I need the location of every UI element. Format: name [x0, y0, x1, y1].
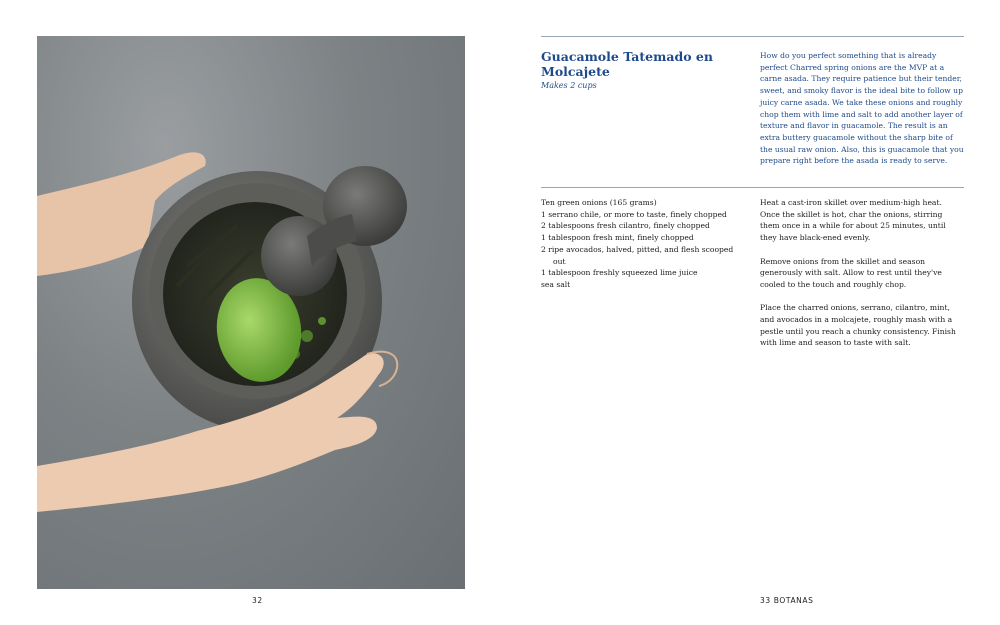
page-number-left: 32 — [252, 596, 263, 605]
ingredient-item: Ten green onions (165 grams) — [541, 198, 657, 207]
section-rule — [541, 187, 964, 188]
recipe-title: Guacamole Tatemado en Molcajete — [541, 49, 713, 79]
ingredient-list — [541, 197, 741, 291]
molcajete-photo — [37, 36, 465, 589]
molcajete-illustration — [37, 36, 465, 589]
top-rule — [541, 36, 964, 37]
method-steps — [760, 197, 964, 361]
ingredient-item: 2 tablespoons fresh cilantro, finely chopped — [541, 221, 710, 231]
recipe-yield: Makes 2 cups — [541, 81, 597, 90]
ingredient-item: sea salt — [541, 279, 571, 289]
page-number-right: 33 BOTANAS — [760, 596, 814, 605]
ingredient-item: 1 serrano chile, or more to taste, finely chopped — [541, 209, 727, 219]
method-step: Place the charred onions, serrano, cilantro, mint, and avocados in a molcajete, roughly mash with a pestle until you reach a chunky consistency. Finish with lime and season to taste with salt. — [760, 303, 956, 348]
method-step: Remove onions from the skillet and season generously with salt. Allow to rest until they've cooled to the touch and roughly chop. — [760, 256, 942, 289]
ingredient-item: 2 ripe avocados, halved, pitted, and flesh scooped out — [541, 244, 734, 266]
method-step: Heat a cast-iron skillet over medium-high heat. Once the skillet is hot, char the onions, stirring them once in a while for about 25 minutes, until they have black-ened evenly. — [760, 198, 946, 243]
recipe-intro: How do you perfect something that is already perfect Charred spring onions are the MVP at a carne asada. They require patience but their tender, sweet, and smoky flavor is the ideal bite to follow up juicy carne asada. We take these onions and roughly chop them with lime and salt to add another layer of texture and flavor in guacamole. The result is an extra buttery guacamole without the sharp bite of the usual raw onion. Also, this is guacamole that you prepare right before the asada is ready to serve. — [760, 51, 964, 166]
ingredient-item: 1 tablespoon freshly squeezed lime juice — [541, 268, 698, 278]
ingredient-item: 1 tablespoon fresh mint, finely chopped — [541, 233, 694, 243]
